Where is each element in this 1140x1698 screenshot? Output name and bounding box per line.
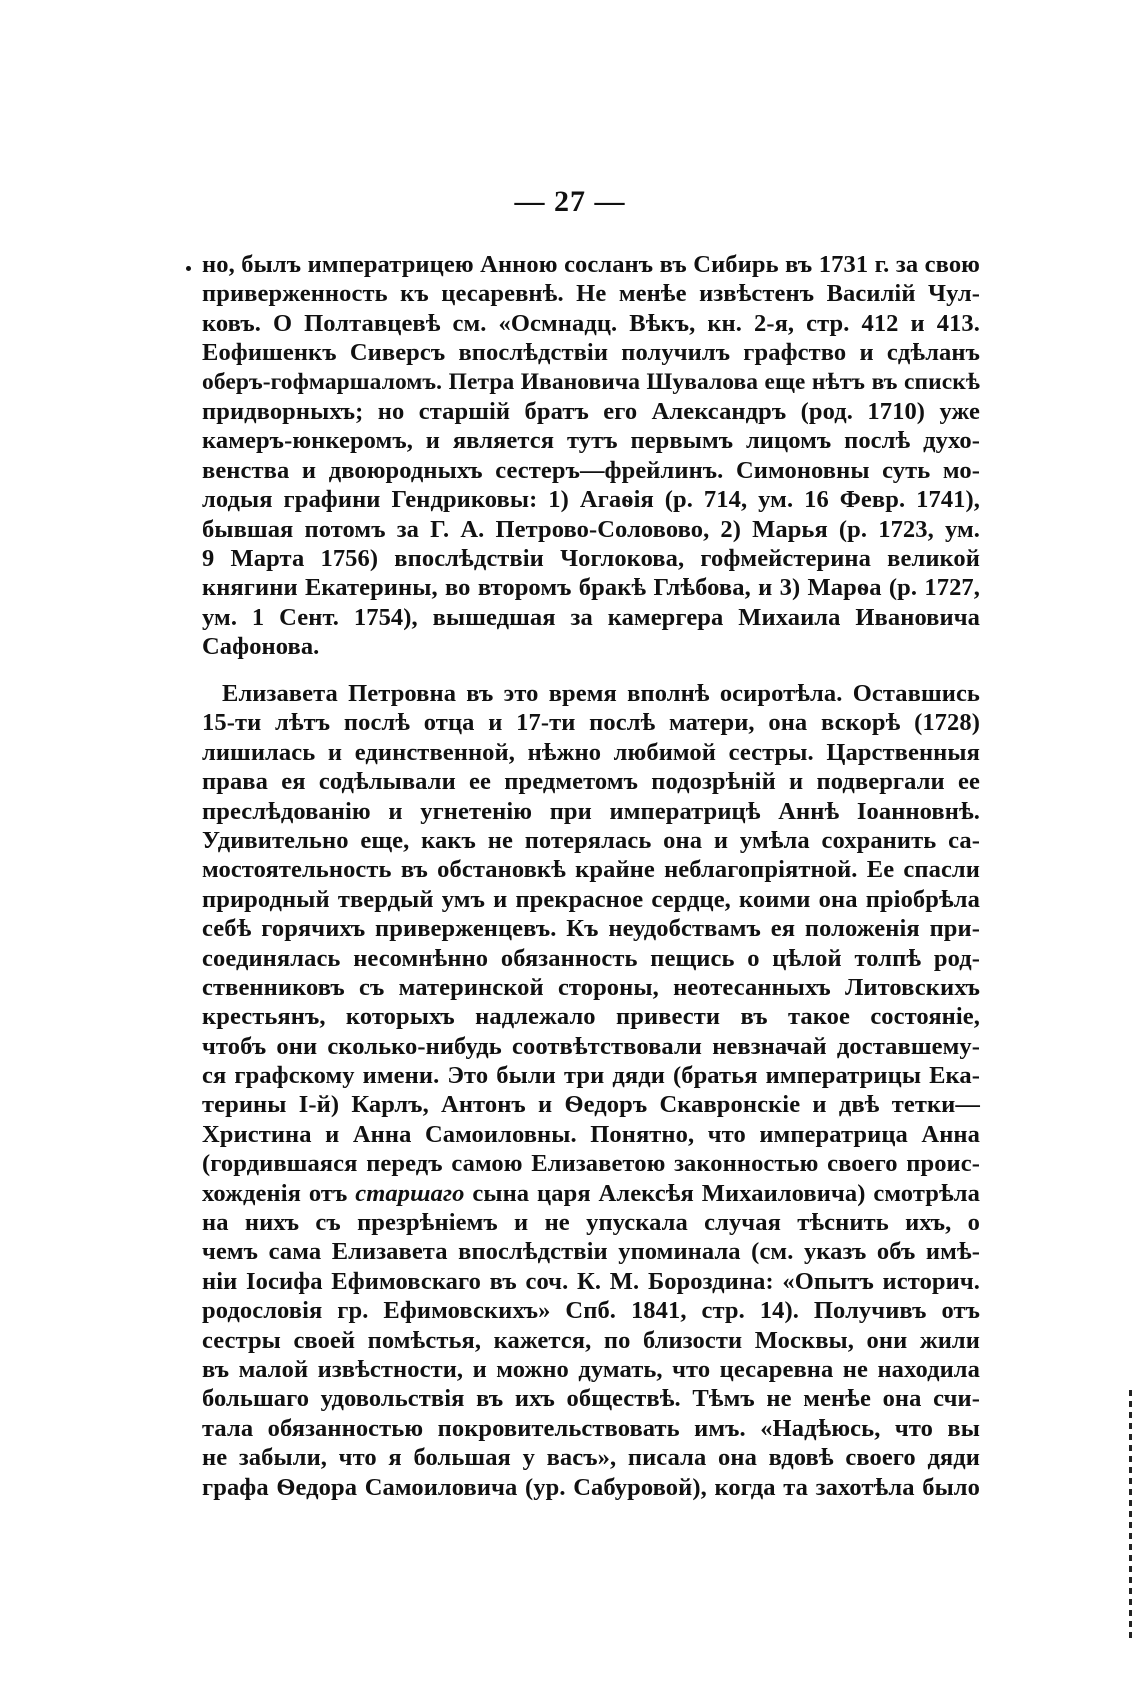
text-line: ум. 1 Сент. 1754), вышедшая за камергера Михаила Ивановича	[202, 603, 980, 631]
text-line: но, былъ императрицею Анною сосланъ въ Сибирь въ 1731 г. за свою	[202, 251, 980, 278]
text-line: княгини Екатерины, во второмъ бракѣ Глѣбова, и 3) Марѳа (р. 1727,	[202, 574, 980, 602]
text-line: большаго удовольствія въ ихъ обществѣ. Тѣмъ не менѣе она счи-	[202, 1385, 980, 1413]
text-line: права ея содѣлывали ее предметомъ подозрѣній и подвергали ее	[202, 768, 980, 796]
text-line: мостоятельность въ обстановкѣ крайне неблагопріятной. Ее спасли	[202, 856, 980, 884]
text-line: придворныхъ; но старшій братъ его Александръ (род. 1710) уже	[202, 397, 980, 425]
text-line: Елизавета Петровна въ это время вполнѣ осиротѣла. Оставшись	[222, 680, 980, 707]
text-line: графа Ѳедора Самоиловича (ур. Сабуровой), когда та захотѣла было	[202, 1473, 980, 1501]
text-line: крестьянъ, которыхъ надлежало привести въ такое состояніе,	[202, 1003, 980, 1031]
text-line: родословія гр. Ефимовскихъ» Спб. 1841, стр. 14). Получивъ отъ	[202, 1297, 980, 1325]
binding-edge-marks	[1129, 1390, 1132, 1640]
text-run: хожденія отъ	[202, 1179, 356, 1207]
text-line: оберъ-гофмаршаломъ. Петра Ивановича Шувалова еще нѣтъ въ спискѣ	[202, 368, 980, 395]
text-line: ніи Іосифа Ефимовскаго въ соч. К. М. Бороздина: «Опытъ историч.	[202, 1267, 980, 1295]
text-line: терины I-й) Карлъ, Антонъ и Ѳедоръ Скавронскіе и двѣ тетки—	[202, 1091, 980, 1119]
text-line: лишилась и единственной, нѣжно любимой сестры. Царственныя	[202, 738, 980, 766]
text-line: лодыя графини Гендриковы: 1) Агаѳія (р. 714, ум. 16 Февр. 1741),	[202, 486, 980, 514]
text-line: ственниковъ съ материнской стороны, неотесанныхъ Литовскихъ	[202, 973, 980, 1001]
text-line: на нихъ съ презрѣніемъ и не упускала случая тѣснить ихъ, о	[202, 1209, 980, 1237]
text-line: бывшая потомъ за Г. А. Петрово-Соловово, 2) Марья (р. 1723, ум.	[202, 515, 980, 543]
page-number: — 27 —	[514, 185, 626, 218]
text-line: 15-ти лѣтъ послѣ отца и 17-ти послѣ матери, она вскорѣ (1728)	[202, 709, 980, 737]
paragraph-continued	[202, 250, 980, 661]
text-line: Сафонова.	[202, 633, 320, 661]
text-line: преслѣдованію и угнетенію при императрицѣ Аннѣ Іоанновнѣ.	[202, 797, 980, 825]
text-line: ковъ. О Полтавцевѣ см. «Осмнадц. Вѣкъ, кн. 2-я, стр. 412 и 413.	[202, 309, 980, 337]
text-line: Удивительно еще, какъ не потерялась она и умѣла сохранить са-	[202, 826, 980, 854]
text-line: тала обязанностью покровительствовать имъ. «Надѣюсь, что вы	[202, 1414, 980, 1442]
text-line: въ малой извѣстности, и можно думать, что цесаревна не находила	[202, 1355, 980, 1383]
italic-word: старшаго	[355, 1179, 465, 1207]
text-line: 9 Марта 1756) впослѣдствіи Чоглокова, гофмейстерина великой	[202, 544, 980, 572]
text-run: сына царя Алексѣя Михаиловича) смотрѣла	[464, 1179, 980, 1207]
text-line: соединялась несомнѣнно обязанность пещись о цѣлой толпѣ род-	[202, 944, 980, 972]
text-line: себѣ горячихъ приверженцевъ. Къ неудобствамъ ея положенія при-	[202, 915, 980, 943]
text-line: чтобъ они сколько-нибудь соотвѣтствовали невзначай доставшему-	[202, 1032, 980, 1060]
text-line: ся графскому имени. Это были три дяди (братья императрицы Ека-	[202, 1062, 980, 1090]
margin-mark	[186, 266, 191, 271]
text-line: Еофишенкъ Сиверсъ впослѣдствіи получилъ графство и сдѣланъ	[202, 339, 980, 367]
text-line: чемъ сама Елизавета впослѣдствіи упоминала (см. указъ объ имѣ-	[202, 1238, 980, 1266]
text-line: (гордившаяся передъ самою Елизаветою законностью своего проис-	[202, 1150, 980, 1178]
text-line: приверженность къ цесаревнѣ. Не менѣе извѣстенъ Василій Чул-	[202, 280, 980, 308]
text-line: не забыли, что я большая у васъ», писала она вдовѣ своего дяди	[202, 1444, 980, 1472]
text-line: камеръ-юнкеромъ, и является тутъ первымъ лицомъ послѣ духо-	[202, 427, 980, 455]
paragraph-elizaveta	[202, 679, 980, 1502]
text-line: Христина и Анна Самоиловны. Понятно, что императрица Анна	[202, 1120, 980, 1148]
text-line: венства и двоюродныхъ сестеръ—фрейлинъ. Симоновны суть мо-	[202, 456, 980, 484]
text-line: сестры своей помѣстья, кажется, по близости Москвы, они жили	[202, 1326, 980, 1354]
text-line: природный твердый умъ и прекрасное сердце, коими она пріобрѣла	[202, 885, 980, 913]
text-line-with-italic	[202, 1179, 980, 1208]
